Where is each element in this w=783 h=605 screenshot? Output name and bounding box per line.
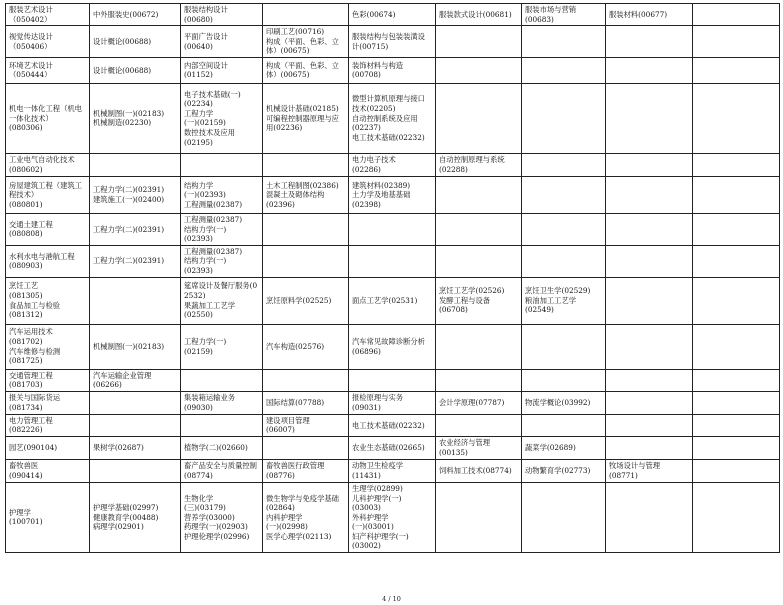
table-row xyxy=(6,277,780,324)
major-cell: 工业电气自动化技术 (080602) xyxy=(6,153,90,176)
course-cell xyxy=(263,369,349,391)
course-cell: 电子技术基础(一) (02234) 工程力学 (一)(02159) 数控技术及应用 (02195) xyxy=(181,83,263,153)
course-cell: 牧场设计与管理 (08771) xyxy=(606,459,693,482)
course-cell xyxy=(349,213,436,245)
course-cell: 服装材料(00677) xyxy=(606,4,693,26)
course-cell: 工程测量(02387) 结构力学(一) (02393) xyxy=(181,245,263,277)
course-cell xyxy=(522,369,606,391)
course-cell: 动物卫生检疫学 (11431) xyxy=(349,459,436,482)
course-cell xyxy=(263,153,349,176)
major-cell: 机电一体化工程（机电一体化技术） (080306) xyxy=(6,83,90,153)
course-cell xyxy=(693,459,780,482)
course-cell xyxy=(436,369,522,391)
course-cell xyxy=(90,391,181,414)
course-cell xyxy=(522,57,606,83)
course-cell xyxy=(693,26,780,58)
major-cell: 汽车运用技术 (081702) 汽车维修与检测 (081725) xyxy=(6,324,90,369)
course-cell xyxy=(606,176,693,213)
table-row xyxy=(6,4,780,26)
course-cell xyxy=(436,83,522,153)
course-cell xyxy=(90,414,181,436)
course-cell xyxy=(436,213,522,245)
major-cell: 护理学 (100701) xyxy=(6,482,90,552)
course-cell: 建筑材料(02389) 土力学及地基基础 (02398) xyxy=(349,176,436,213)
course-cell: 服装市场与营销 (00683) xyxy=(522,4,606,26)
table-row xyxy=(6,26,780,58)
course-cell: 设计概论(00688) xyxy=(90,26,181,58)
course-cell: 机械制图(一)(02183) 机械制造(02230) xyxy=(90,83,181,153)
table-row xyxy=(6,482,780,552)
course-cell: 结构力学 (一)(02393) 工程测量(02387) xyxy=(181,176,263,213)
course-cell xyxy=(263,436,349,459)
major-cell: 烹饪工艺 (081305) 食品加工与检验 (081312) xyxy=(6,277,90,324)
course-cell xyxy=(606,83,693,153)
course-cell: 中外服装史(00672) xyxy=(90,4,181,26)
course-cell xyxy=(606,414,693,436)
major-cell: 环境艺术设计 （050444） xyxy=(6,57,90,83)
major-cell: 畜牧兽医 (090414) xyxy=(6,459,90,482)
course-cell xyxy=(693,277,780,324)
major-cell: 电力管理工程 (082226) xyxy=(6,414,90,436)
course-cell xyxy=(263,4,349,26)
course-cell: 内部空间设计 (01152) xyxy=(181,57,263,83)
major-cell: 房屋建筑工程（建筑工程技术） (080801) xyxy=(6,176,90,213)
course-cell: 物流学概论(03992) xyxy=(522,391,606,414)
course-cell xyxy=(349,369,436,391)
course-cell: 蔬菜学(02689) xyxy=(522,436,606,459)
course-cell xyxy=(263,245,349,277)
course-cell xyxy=(436,26,522,58)
course-cell xyxy=(693,324,780,369)
course-cell: 植物学(二)(02660) xyxy=(181,436,263,459)
course-cell: 电力电子技术 (02286) xyxy=(349,153,436,176)
course-cell xyxy=(349,245,436,277)
course-cell xyxy=(436,414,522,436)
course-cell xyxy=(90,459,181,482)
course-cell xyxy=(693,176,780,213)
course-cell: 国际结算(07788) xyxy=(263,391,349,414)
course-cell xyxy=(522,83,606,153)
major-cell: 服装艺术设计 （050402） xyxy=(6,4,90,26)
table-row xyxy=(6,369,780,391)
major-cell: 交通管理工程 (081703) xyxy=(6,369,90,391)
course-cell xyxy=(606,213,693,245)
course-cell: 烹饪原料学(02525) xyxy=(263,277,349,324)
course-cell xyxy=(693,245,780,277)
course-cell xyxy=(693,391,780,414)
table-row xyxy=(6,324,780,369)
course-cell xyxy=(436,324,522,369)
course-cell xyxy=(693,57,780,83)
course-cell: 集装箱运输业务 (09030) xyxy=(181,391,263,414)
course-cell xyxy=(522,213,606,245)
course-cell: 报检原理与实务 (09031) xyxy=(349,391,436,414)
course-cell xyxy=(522,176,606,213)
course-cell: 色彩(00674) xyxy=(349,4,436,26)
course-cell: 电工技术基础(02232) xyxy=(349,414,436,436)
course-cell: 汽车运输企业管理 (06266) xyxy=(90,369,181,391)
course-cell: 装饰材料与构造 (00708) xyxy=(349,57,436,83)
course-cell xyxy=(606,153,693,176)
course-cell xyxy=(606,436,693,459)
course-cell: 建设项目管理 (06007) xyxy=(263,414,349,436)
course-cell: 构成（平面、色彩、立体）(00675) xyxy=(263,57,349,83)
table-row xyxy=(6,245,780,277)
course-cell: 机械制图(一)(02183) xyxy=(90,324,181,369)
table-row xyxy=(6,213,780,245)
course-cell: 服装结构设计 (00680) xyxy=(181,4,263,26)
course-cell: 畜牧兽医行政管理 (08776) xyxy=(263,459,349,482)
course-cell xyxy=(181,414,263,436)
course-cell: 汽车构造(02576) xyxy=(263,324,349,369)
course-cell: 生理学(02899) 儿科护理学(一) (03003) 外科护理学 (一)(03001) 妇产科护理学(一) (03002) xyxy=(349,482,436,552)
course-cell: 动物繁育学(02773) xyxy=(522,459,606,482)
course-cell xyxy=(436,245,522,277)
course-cell: 畜产品安全与质量控制(08774) xyxy=(181,459,263,482)
course-cell: 工程力学(二)(02391) xyxy=(90,213,181,245)
major-cell: 报关与国际货运 (081734) xyxy=(6,391,90,414)
course-cell xyxy=(606,245,693,277)
course-cell xyxy=(606,369,693,391)
course-cell xyxy=(606,324,693,369)
course-cell xyxy=(693,369,780,391)
major-cell: 视觉传达设计 （050406） xyxy=(6,26,90,58)
table-row xyxy=(6,153,780,176)
course-cell xyxy=(693,414,780,436)
major-cell: 水利水电与港航工程 (080903) xyxy=(6,245,90,277)
course-cell: 机械设计基础(02185) 可编程控制器原理与应用(02236) xyxy=(263,83,349,153)
course-cell: 土木工程制图(02386) 混凝土及砌体结构 (02396) xyxy=(263,176,349,213)
course-cell xyxy=(522,245,606,277)
course-cell xyxy=(522,26,606,58)
course-cell: 服装结构与包装装潢设计(00715) xyxy=(349,26,436,58)
course-cell xyxy=(693,213,780,245)
course-cell: 农业经济与管理 (00135) xyxy=(436,436,522,459)
course-cell: 农业生态基础(02665) xyxy=(349,436,436,459)
page-number: 4 / 10 xyxy=(382,595,401,603)
course-cell xyxy=(522,153,606,176)
course-cell: 饲料加工技术(08774) xyxy=(436,459,522,482)
course-cell xyxy=(436,176,522,213)
course-cell: 筵席设计及餐厅服务(02532) 果蔬加工工艺学 (02550) xyxy=(181,277,263,324)
course-cell xyxy=(181,369,263,391)
course-cell xyxy=(606,391,693,414)
major-cell: 交通土建工程 (080808) xyxy=(6,213,90,245)
course-cell: 微型计算机原理与接口技术(02205) 自动控制系统及应用 (02237) 电工技术基础(02232) xyxy=(349,83,436,153)
course-cell xyxy=(436,482,522,552)
course-cell xyxy=(693,83,780,153)
course-cell: 微生物学与免疫学基础(02864) 内科护理学 (一)(02998) 医学心理学(02113) xyxy=(263,482,349,552)
course-cell xyxy=(606,482,693,552)
course-cell xyxy=(522,482,606,552)
course-cell xyxy=(693,482,780,552)
course-cell: 平面广告设计 (00640) xyxy=(181,26,263,58)
course-cell: 工程力学(二)(02391) xyxy=(90,245,181,277)
course-table xyxy=(5,3,780,553)
course-cell: 工程力学(二)(02391) 建筑施工(一)(02400) xyxy=(90,176,181,213)
course-cell xyxy=(181,153,263,176)
course-cell xyxy=(693,153,780,176)
course-cell: 会计学原理(07787) xyxy=(436,391,522,414)
course-cell xyxy=(522,414,606,436)
course-cell xyxy=(693,4,780,26)
table-row xyxy=(6,459,780,482)
course-cell: 烹饪卫生学(02529) 粮油加工工艺学 (02549) xyxy=(522,277,606,324)
course-cell: 生物化学 (三)(03179) 营养学(03000) 药理学(一)(02903) 护理伦理学(02996) xyxy=(181,482,263,552)
course-cell xyxy=(693,436,780,459)
course-cell xyxy=(90,277,181,324)
course-cell: 面点工艺学(02531) xyxy=(349,277,436,324)
course-cell: 工程力学(一) (02159) xyxy=(181,324,263,369)
course-cell xyxy=(263,213,349,245)
course-cell: 汽车常见故障诊断分析(06896) xyxy=(349,324,436,369)
course-cell: 自动控制原理与系统 (02288) xyxy=(436,153,522,176)
course-cell xyxy=(606,277,693,324)
course-cell xyxy=(522,324,606,369)
major-cell: 园艺(090104) xyxy=(6,436,90,459)
course-cell: 烹饪工艺学(02526) 发酵工程与设备 (06708) xyxy=(436,277,522,324)
course-cell: 设计概论(00688) xyxy=(90,57,181,83)
course-cell xyxy=(606,26,693,58)
table-row xyxy=(6,176,780,213)
course-cell: 印刷工艺(00716) 构成（平面、色彩、立体）(00675) xyxy=(263,26,349,58)
course-cell xyxy=(606,57,693,83)
course-cell xyxy=(90,153,181,176)
table-row xyxy=(6,436,780,459)
table-row xyxy=(6,391,780,414)
table-row xyxy=(6,57,780,83)
course-cell: 果树学(02687) xyxy=(90,436,181,459)
course-cell: 护理学基础(02997) 健康教育学(00488) 病理学(02901) xyxy=(90,482,181,552)
course-cell xyxy=(436,57,522,83)
table-row xyxy=(6,83,780,153)
course-cell: 工程测量(02387) 结构力学(一) (02393) xyxy=(181,213,263,245)
table-row xyxy=(6,414,780,436)
course-cell: 服装款式设计(00681) xyxy=(436,4,522,26)
